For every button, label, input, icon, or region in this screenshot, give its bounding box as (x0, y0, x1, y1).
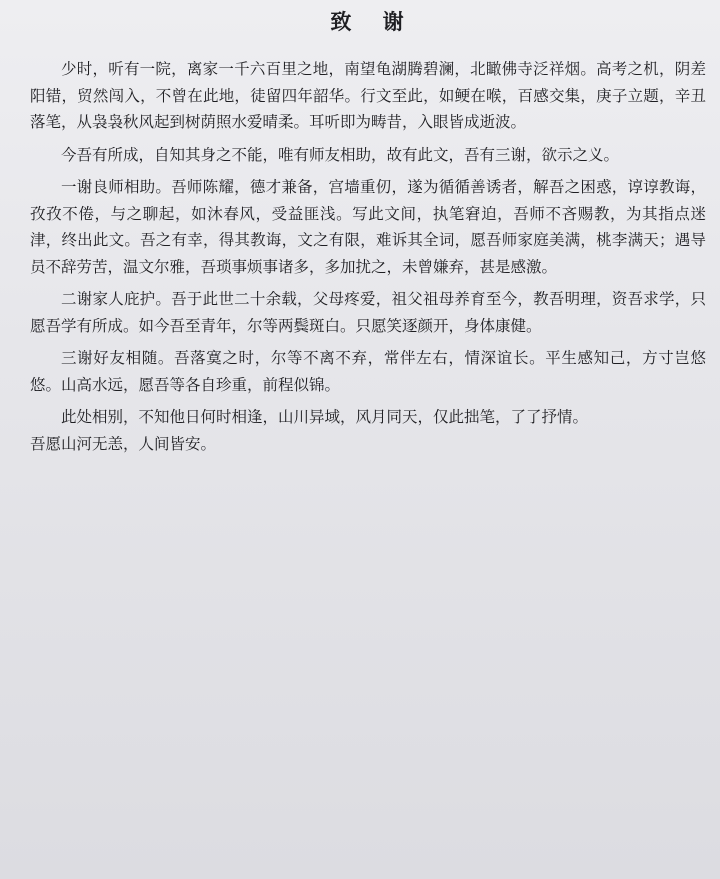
page-title: 致 谢 (330, 9, 416, 34)
paragraph-intro: 少时，听有一院，离家一千六百里之地，南望龟湖腾碧澜，北瞰佛寺泛祥烟。高考之机，阴差阳错，贸然闯入，不曾在此地，徒留四年韶华。行文至此，如鲠在喉，百感交集，庚子立题，辛丑落笔，从袅袅秋风起到树荫照水爱晴柔。耳听即为畴昔，入眼皆成逝波。 (30, 60, 706, 131)
paragraph-thanks-teacher: 一谢良师相助。吾师陈耀，德才兼备，宫墙重仞，遂为循循善诱者，解吾之困惑，谆谆教诲，孜孜不倦，与之聊起，如沐春风，受益匪浅。写此文间，执笔窘迫，吾师不吝赐教，为其指点迷津，终出此文。吾之有幸，得其教诲，文之有限，难诉其全词，愿吾师家庭美满，桃李满天；遇导员不辞劳苦，温文尔雅，吾琐事烦事诸多，多加扰之，未曾嫌弃，甚是感激。 (30, 178, 706, 276)
paragraph-thanks-family: 二谢家人庇护。吾于此世二十余载，父母疼爱，祖父祖母养育至今，教吾明理，资吾求学，只愿吾学有所成。如今吾至青年，尔等两鬓斑白。只愿笑逐颜开，身体康健。 (30, 290, 706, 335)
paragraph-three-thanks: 今吾有所成，自知其身之不能，唯有师友相助，故有此文，吾有三谢，欲示之义。 (61, 145, 620, 164)
paragraph-farewell: 此处相别，不知他日何时相逢，山川异域，风月同天，仅此拙笔，了了抒情。 (61, 408, 589, 426)
closing-line: 吾愿山河无恙，人间皆安。 (30, 434, 217, 453)
paragraph-thanks-friends: 三谢好友相随。吾落寞之时，尔等不离不弃，常伴左右，情深谊长。平生感知己，方寸岂悠悠。山高水远，愿吾等各自珍重，前程似锦。 (30, 349, 706, 394)
